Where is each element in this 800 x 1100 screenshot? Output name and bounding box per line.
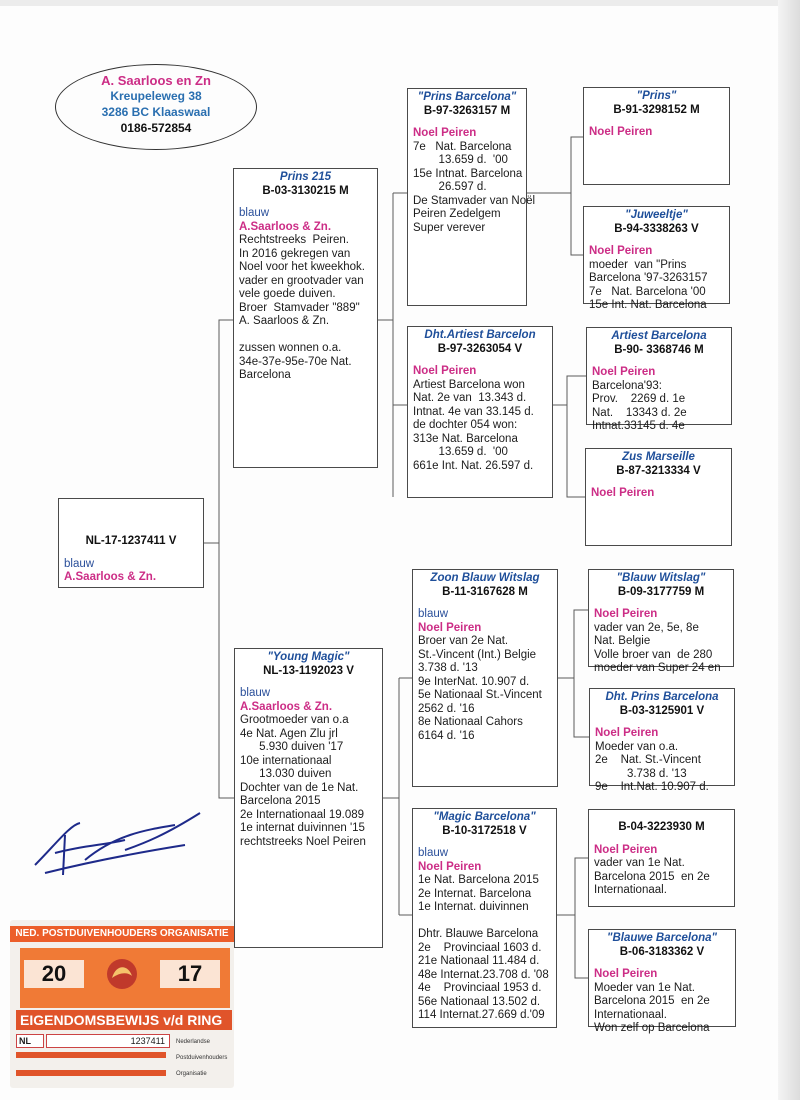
- subject-box: [58, 498, 204, 588]
- note-line: de dochter 054 won:: [413, 419, 518, 431]
- ring-number: B-03-3130215 M: [262, 184, 349, 197]
- note-line: 56e Nationaal 13.502 d.: [418, 995, 541, 1008]
- note-line: 15e Intnat. Barcelona: [413, 167, 523, 180]
- note-line: Rechtstreeks Peiren.: [239, 234, 349, 246]
- note-line: 6164 d. '16: [418, 729, 475, 742]
- breeder-name: Noel Peiren: [594, 843, 658, 856]
- note-line: 4e Provinciaal 1953 d.: [418, 982, 542, 994]
- note-line: 1e internat duivinnen '15: [240, 822, 365, 834]
- pigeon-color: blauw: [240, 687, 271, 699]
- card-year-left: 20: [24, 960, 84, 988]
- note-line: Nat. Belgie: [594, 635, 651, 647]
- pigeon-name: "Magic Barcelona": [433, 811, 536, 823]
- note-line: vader van 1e Nat.: [594, 857, 685, 869]
- note-line: 1e Nat. Barcelona 2015: [418, 874, 539, 886]
- breeder-name: Noel Peiren: [589, 126, 653, 138]
- breeder-name: Noel Peiren: [592, 366, 656, 378]
- pigeon-name: Zoon Blauw Witslag: [430, 572, 540, 584]
- note-line: 2e Provinciaal 1603 d.: [418, 941, 542, 954]
- note-line: 15e Int. Nat. Barcelona: [589, 299, 707, 311]
- note-line: Moeder van 1e Nat.: [594, 981, 696, 994]
- note-line: Grootmoeder van o.a: [240, 714, 349, 726]
- pedigree-box: [583, 206, 730, 311]
- breeder-stamp: [55, 64, 257, 150]
- ring-number: NL-13-1192023 V: [263, 664, 354, 677]
- note-line: Noel voor het kweekhok.: [239, 261, 365, 273]
- ring-number: B-06-3183362 V: [619, 945, 705, 958]
- card-side-line: Organisatie: [176, 1071, 207, 1077]
- pedigree-box: [585, 448, 732, 546]
- note-line: 7e Nat. Barcelona '00: [589, 285, 706, 298]
- card-ring-number: 1237411: [46, 1034, 170, 1048]
- note-line: Peiren Zedelgem: [413, 208, 501, 220]
- note-line: 9e InterNat. 10.907 d.: [418, 675, 530, 688]
- note-line: 13.659 d. '00: [413, 446, 508, 458]
- note-line: 9e Int.Nat. 10.907 d.: [595, 781, 709, 793]
- note-line: rechtstreeks Noel Peiren: [240, 835, 366, 848]
- note-line: 1e Internat. duivinnen: [418, 901, 529, 913]
- note-line: 10e internationaal: [240, 754, 332, 767]
- note-line: Artiest Barcelona won: [413, 378, 525, 391]
- note-line: [239, 329, 372, 343]
- breeder-name: Noel Peiren: [594, 608, 658, 620]
- ring-number: B-10-3172518 V: [442, 824, 527, 837]
- note-line: 21e Nationaal 11.484 d.: [418, 955, 540, 967]
- ring-number: B-97-3263157 M: [423, 104, 511, 117]
- pigeon-name: Zus Marseille: [622, 451, 695, 463]
- note-line: 5e Nationaal St.-Vincent: [418, 689, 542, 701]
- note-line: 4e Nat. Agen Zlu jrl: [240, 727, 338, 740]
- pedigree-box: [407, 326, 553, 498]
- note-line: Barcelona 2015: [240, 795, 321, 807]
- card-stripe: [16, 1052, 166, 1058]
- note-line: De Stamvader van Noël: [413, 194, 536, 207]
- note-line: Moeder van o.a.: [595, 740, 679, 753]
- pigeon-color: blauw: [418, 608, 449, 620]
- note-line: vader van 2e, 5e, 8e: [594, 621, 699, 634]
- breeder-name: A.Saarloos & Zn.: [239, 220, 332, 233]
- card-stripe: [16, 1070, 166, 1076]
- note-line: Super verever: [413, 221, 486, 234]
- breeder-name: Noel Peiren: [595, 727, 659, 739]
- note-line: Broer Stamvader "889": [239, 301, 360, 314]
- card-side-text: [176, 1034, 232, 1084]
- pigeon-name: Dht. Prins Barcelona: [605, 691, 719, 703]
- card-year-right: 17: [160, 960, 220, 988]
- note-line: 313e Nat. Barcelona: [413, 432, 518, 445]
- breeder-name: Noel Peiren: [413, 127, 477, 139]
- breeder-name: Noel Peiren: [591, 487, 655, 499]
- note-line: 661e Int. Nat. 26.597 d.: [413, 459, 534, 472]
- pigeon-name: "Juweeltje": [625, 209, 688, 221]
- note-line: In 2016 gekregen van: [239, 247, 351, 260]
- card-title: EIGENDOMSBEWIJS v/d RING: [16, 1010, 232, 1030]
- breeder-name: Noel Peiren: [413, 365, 477, 377]
- note-line: Internationaal.: [594, 1008, 667, 1021]
- note-line: 2562 d. '16: [418, 702, 475, 715]
- pedigree-box: [588, 809, 735, 907]
- note-line: moeder van "Prins: [589, 258, 687, 271]
- note-line: Won zelf op Barcelona: [594, 1022, 710, 1034]
- subject-color: blauw: [64, 557, 95, 570]
- pigeon-name: "Young Magic": [267, 651, 350, 663]
- note-line: 3.738 d. '13: [418, 662, 478, 674]
- pedigree-box: [412, 808, 557, 1028]
- note-line: 48e Internat.23.708 d. '08: [418, 968, 549, 981]
- note-line: 13.030 duiven: [240, 768, 332, 780]
- note-line: zussen wonnen o.a.: [239, 342, 342, 354]
- pigeon-name: Artiest Barcelona: [611, 330, 707, 342]
- pigeon-name: "Blauw Witslag": [616, 572, 706, 584]
- pedigree-box: [586, 327, 732, 432]
- pedigree-box: [233, 168, 378, 468]
- note-line: Barcelona 2015 en 2e: [594, 870, 710, 883]
- ring-number: B-97-3263054 V: [437, 342, 523, 355]
- stamp-city: 3286 BC Klaaswaal: [101, 105, 211, 119]
- pigeon-color: blauw: [418, 847, 449, 859]
- stamp-phone: 0186-572854: [120, 121, 192, 135]
- note-line: 2e Internationaal 19.089: [240, 808, 365, 821]
- note-line: 2e Nat. St.-Vincent: [595, 754, 701, 766]
- note-line: moeder van Super 24 en: [594, 662, 721, 674]
- lion-emblem-icon: [100, 956, 144, 992]
- pedigree-box: [588, 569, 734, 674]
- card-side-line: Postduivenhouders: [176, 1055, 228, 1061]
- card-organisation: NED. POSTDUIVENHOUDERS ORGANISATIE: [10, 926, 234, 942]
- note-line: vader en grootvader van: [239, 274, 364, 287]
- note-line: Broer van 2e Nat.: [418, 635, 509, 647]
- pigeon-name: "Blauwe Barcelona": [607, 932, 717, 944]
- ring-number: B-11-3167628 M: [442, 585, 528, 598]
- pedigree-box: [412, 569, 558, 787]
- ring-number: B-03-3125901 V: [619, 704, 705, 717]
- note-line: Nat. 13343 d. 2e: [592, 406, 687, 419]
- ring-number: B-91-3298152 M: [613, 103, 700, 116]
- note-line: Volle broer van de 280: [594, 648, 713, 661]
- note-line: 34e-37e-95e-70e Nat.: [239, 355, 352, 368]
- note-line: 2e Internat. Barcelona: [418, 887, 532, 900]
- ring-number: B-90- 3368746 M: [614, 343, 704, 356]
- pedigree-box: [588, 929, 736, 1034]
- pigeon-name: Dht.Artiest Barcelon: [424, 329, 536, 341]
- note-line: 13.659 d. '00: [413, 154, 508, 166]
- stamp-street: Kreupeleweg 38: [110, 89, 202, 103]
- note-line: 3.738 d. '13: [595, 767, 687, 780]
- note-line: Dochter van de 1e Nat.: [240, 781, 359, 794]
- note-line: Prov. 2269 d. 1e: [592, 393, 686, 405]
- note-line: Barcelona 2015 en 2e: [594, 995, 710, 1007]
- note-line: [418, 915, 551, 929]
- ring-number: B-87-3213334 V: [616, 464, 701, 477]
- subject-ring: NL-17-1237411 V: [85, 535, 177, 547]
- note-line: Intnat. 4e van 33.145 d.: [413, 405, 534, 418]
- breeder-name: Noel Peiren: [418, 860, 482, 873]
- pedigree-box: [583, 87, 730, 185]
- note-line: A. Saarloos & Zn.: [239, 315, 330, 327]
- stamp-name: A. Saarloos en Zn: [101, 73, 211, 88]
- pigeon-color: blauw: [239, 207, 270, 219]
- note-line: Dhtr. Blauwe Barcelona: [418, 928, 539, 940]
- note-line: 26.597 d.: [413, 181, 487, 193]
- pigeon-name: "Prins": [636, 90, 677, 102]
- ring-number: B-04-3223930 M: [618, 821, 705, 833]
- note-line: 8e Nationaal Cahors: [418, 716, 523, 728]
- ownership-ring-card: [10, 920, 234, 1088]
- breeder-name: A.Saarloos & Zn.: [240, 700, 333, 713]
- card-side-line: Nederlandse: [176, 1039, 211, 1045]
- breeder-name: Noel Peiren: [589, 245, 653, 257]
- pedigree-box: [407, 88, 536, 306]
- note-line: St.-Vincent (Int.) Belgie: [418, 648, 537, 661]
- note-line: Nat. 2e van 13.343 d.: [413, 392, 527, 404]
- note-line: 5.930 duiven '17: [240, 741, 344, 753]
- note-line: vele goede duiven.: [239, 288, 336, 300]
- pedigree-box: [234, 648, 383, 948]
- card-country: NL: [16, 1034, 44, 1048]
- breeder-name: Noel Peiren: [418, 621, 482, 634]
- note-line: Barcelona '97-3263157: [589, 272, 708, 284]
- pigeon-name: Prins 215: [279, 171, 332, 183]
- ring-number: B-09-3177759 M: [617, 585, 705, 598]
- subject-breeder: A.Saarloos & Zn.: [64, 571, 157, 583]
- note-line: 114 Internat.27.669 d.'09: [418, 1009, 545, 1021]
- note-line: 7e Nat. Barcelona: [413, 140, 512, 153]
- pigeon-name: "Prins Barcelona": [417, 91, 517, 103]
- note-line: Barcelona: [239, 369, 291, 381]
- ring-number: B-94-3338263 V: [614, 222, 699, 235]
- note-line: Barcelona'93:: [592, 379, 662, 392]
- note-line: Intnat.33145 d. 4e: [592, 420, 685, 432]
- handwritten-signature: [25, 805, 225, 885]
- note-line: Internationaal.: [594, 884, 667, 896]
- breeder-name: Noel Peiren: [594, 968, 658, 980]
- pedigree-box: [589, 688, 735, 793]
